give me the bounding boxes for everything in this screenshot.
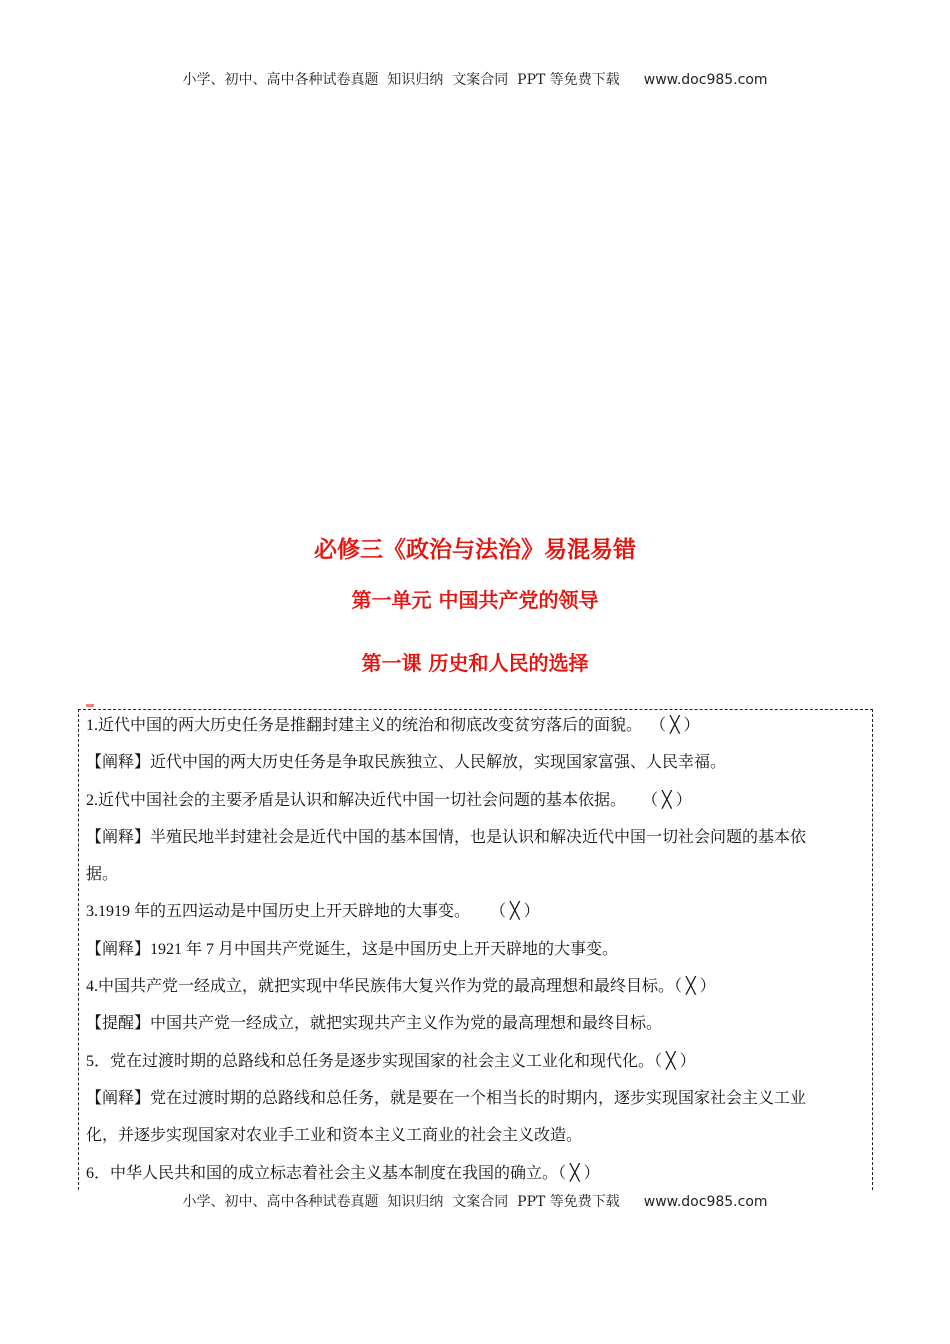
document-title: 必修三《政治与法治》易混易错 xyxy=(314,537,636,563)
explanation-line: 【阐释】1921 年 7 月中国共产党诞生，这是中国历史上开天辟地的大事变。 xyxy=(86,940,619,958)
explanation-line: 据。 xyxy=(86,866,119,884)
question-line: 5．党在过渡时期的总路线和总任务是逐步实现国家的社会主义工业化和现代化。（ ╳ ） xyxy=(86,1052,696,1070)
question-line: 1.近代中国的两大历史任务是推翻封建主义的统治和彻底改变贫穷落后的面貌。 （ ╳ ） xyxy=(86,717,700,734)
explanation-line: 【阐释】党在过渡时期的总路线和总任务，就是要在一个相当长的时期内，逐步实现国家社会主义工业 xyxy=(86,1089,807,1107)
question-line: 2.近代中国社会的主要矛盾是认识和解决近代中国一切社会问题的基本依据。 （ ╳ ） xyxy=(86,791,692,809)
question-line: 3.1919 年的五四运动是中国历史上开天辟地的大事变。 （ ╳ ） xyxy=(86,903,540,921)
lesson-title: 第一课 历史和人民的选择 xyxy=(361,651,589,675)
explanation-line: 【阐释】半殖民地半封建社会是近代中国的基本国情，也是认识和解决近代中国一切社会问题的基本依 xyxy=(86,828,807,846)
explanation-line: 化，并逐步实现国家对农业手工业和资本主义工商业的社会主义改造。 xyxy=(86,1127,583,1145)
page-header xyxy=(0,69,950,89)
footer-text: 小学、初中、高中各种试卷真题 知识归纳 文案合同 PPT 等免费下载 xyxy=(182,1194,620,1210)
header-text: 小学、初中、高中各种试卷真题 知识归纳 文案合同 PPT 等免费下载 xyxy=(182,72,620,88)
question-list xyxy=(86,707,866,1192)
unit-title: 第一单元 中国共产党的领导 xyxy=(351,588,599,612)
page-footer xyxy=(0,1191,950,1215)
header-url[interactable]: www.doc985.com xyxy=(643,72,768,88)
footer-url[interactable]: www.doc985.com xyxy=(643,1194,768,1210)
question-line: 6．中华人民共和国的成立标志着社会主义基本制度在我国的确立。（ ╳ ） xyxy=(86,1164,600,1182)
reminder-line: 【提醒】中国共产党一经成立，就把实现共产主义作为党的最高理想和最终目标。 xyxy=(86,1015,663,1033)
question-line: 4.中国共产党一经成立，就把实现中华民族伟大复兴作为党的最高理想和最终目标。（ ╳ ） xyxy=(86,978,716,996)
explanation-line: 【阐释】近代中国的两大历史任务是争取民族独立、人民解放，实现国家富强、人民幸福。 xyxy=(86,754,727,772)
